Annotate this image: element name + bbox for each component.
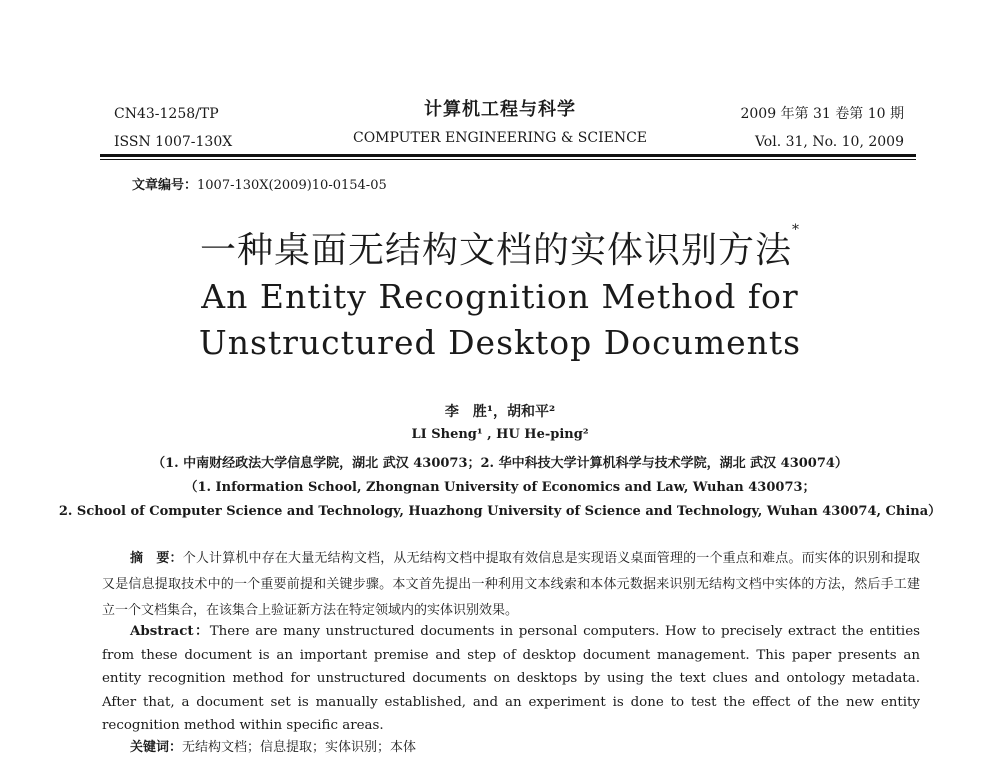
title-en-line1: An Entity Recognition Method for [201,277,799,316]
keywords-label: 关键词： [130,740,183,755]
authors-cn: 李 胜¹，胡和平² [444,404,556,420]
affiliation-en-line2: 2. School of Computer Science and Technology, Huazhong University of Science and Technology, Wuhan 430074, China） [58,504,942,519]
abstract-en [102,620,920,738]
issue-info-block [740,100,904,156]
affiliation-en-line1: （1. Information School, Zhongnan University of Economics and Law, Wuhan 430073； [184,480,816,495]
keywords-text: 无结构文档；信息提取；实体识别；本体 [182,740,417,755]
title-footnote-mark: * [792,222,800,238]
journal-name-en: COMPUTER ENGINEERING & SCIENCE [352,130,648,146]
title-cn-text: 一种桌面无结构文档的实体识别方法 [199,230,792,271]
journal-id-block [114,100,232,156]
header-rule-thin [100,159,916,160]
title-en-line2: Unstructured Desktop Documents [198,323,802,362]
keywords [130,736,416,755]
authors-en: LI Sheng¹ , HU He-ping² [411,427,589,442]
issn-number: ISSN 1007-130X [114,134,233,150]
issue-cn: 2009 年第 31 卷第 10 期 [740,106,904,122]
issue-en: Vol. 31, No. 10, 2009 [754,134,904,150]
abstract-en-text: There are many unstructured documents in personal computers. How to precisely extract the entities from these document is an important premise and step of desktop document management. This paper presents an entity recognition method for unstructured documents on desktops by using the text clues and ontology metadata. After that, a document set is manually established, and an experiment is done to test the effect of the new entity recognition method within specific areas. [102,624,920,733]
article-number-value: 1007-130X(2009)10-0154-05 [197,178,387,193]
abstract-cn-text: 个人计算机中存在大量无结构文档，从无结构文档中提取有效信息是实现语义桌面管理的一个重点和难点。而实体的识别和提取又是信息提取技术中的一个重要前提和关键步骤。本文首先提出一种利用文本线索和本体元数据来识别无结构文档中实体的方法，然后手工建立一个文档集合，在该集合上验证新方法在特定领域内的实体识别效果。 [102,551,920,618]
title-cn [0,222,1000,273]
abstract-cn [102,546,920,624]
abstract-en-label: Abstract： [130,623,210,639]
article-number [132,174,387,193]
abstract-cn-label: 摘 要： [130,551,183,566]
article-number-label: 文章编号： [132,178,198,193]
cn-number: CN43-1258/TP [114,106,219,122]
journal-name-block [300,96,700,152]
title-en [0,274,1000,366]
header-rule-thick [100,154,916,157]
affiliation-cn: （1. 中南财经政法大学信息学院，湖北 武汉 430073；2. 华中科技大学计算机科学与技术学院，湖北 武汉 430074） [152,456,848,471]
journal-name-cn: 计算机工程与科学 [424,99,576,120]
